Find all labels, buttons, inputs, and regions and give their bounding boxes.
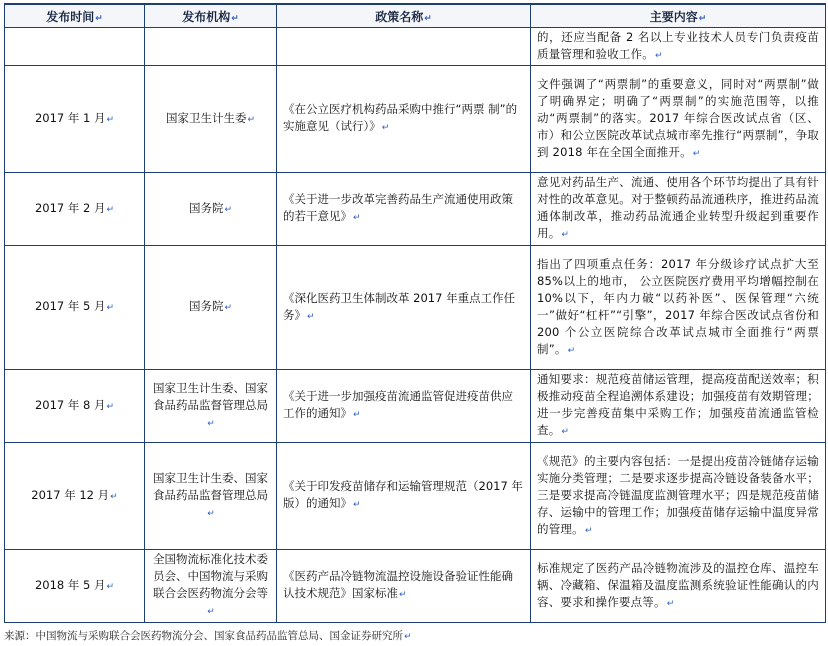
- table-row: [5, 173, 826, 246]
- cell-date: 2017 年 2 月↵: [5, 173, 145, 246]
- cell-date: 2017 年 12 月↵: [5, 443, 145, 550]
- header-title: 政策名称↵: [277, 4, 531, 28]
- table-row: [5, 28, 826, 66]
- policy-table: [4, 3, 826, 623]
- cell-content: 文件强调了“两票制”的重要意义，同时对“两票制”做了明确界定；明确了“两票制”的实施范围等，以推动“两票制”的落实。2017 年综合医改试点省（区、市）和公立医院改革试点城市率先推行“两票制”，争取到 2018 年在全国全面推开。↵: [531, 66, 826, 173]
- cell-org: 国务院↵: [145, 246, 277, 370]
- cell-date: 2017 年 8 月↵: [5, 370, 145, 443]
- cell-title: 《医药产品冷链物流温控设施设备验证性能确认技术规范》国家标准↵: [277, 550, 531, 623]
- cell-org: [145, 28, 277, 66]
- cell-content: 标准规定了医药产品冷链物流涉及的温控仓库、温控车辆、冷藏箱、保温箱及温度监测系统验证性能确认的内容、要求和操作要点等。↵: [531, 550, 826, 623]
- header-date: 发布时间↵: [5, 4, 145, 28]
- cell-title: 《关于进一步加强疫苗流通监管促进疫苗供应工作的通知》↵: [277, 370, 531, 443]
- source-note: 来源：中国物流与采购联合会医药物流分会、国家食品药品监管总局、国金证券研究所↵: [4, 630, 412, 642]
- cell-title: 《深化医药卫生体制改革 2017 年重点工作任务》↵: [277, 246, 531, 370]
- header-content: 主要内容↵: [531, 4, 826, 28]
- cell-content: 意见对药品生产、流通、使用各个环节均提出了具有针对性的改革意见。对于整顿药品流通秩序，推进药品流通体制改革，推动药品流通企业转型升级起到重要作用。↵: [531, 173, 826, 246]
- cell-org: 国家卫生计生委↵: [145, 66, 277, 173]
- cell-content: 的，还应当配备 2 名以上专业技术人员专门负责疫苗质量管理和验收工作。↵: [531, 28, 826, 66]
- cell-content: 指出了四项重点任务：2017 年分级诊疗试点扩大至 85%以上的地市， 公立医院医疗费用平均增幅控制在 10%以下，年内力破“以药补医”、医保管理“六统一”做好“杠杆”“引擎”，2017 年综合医改试点省份和 200 个公立医院综合改革试点城市全面推行“两票制”。↵: [531, 246, 826, 370]
- cell-date: 2018 年 5 月↵: [5, 550, 145, 623]
- cell-content: 通知要求：规范疫苗储运管理，提高疫苗配送效率；积极推动疫苗全程追溯体系建设；加强疫苗有效期管理；进一步完善疫苗集中采购工作；加强疫苗流通监管检查。↵: [531, 370, 826, 443]
- table-header-row: [5, 4, 826, 28]
- cell-date: [5, 28, 145, 66]
- cell-date: 2017 年 1 月↵: [5, 66, 145, 173]
- table-row: [5, 550, 826, 623]
- cell-org: 全国物流标准化技术委员会、中国物流与采购联合会医药物流分会等↵: [145, 550, 277, 623]
- cell-org: 国家卫生计生委、国家食品药品监督管理总局↵: [145, 443, 277, 550]
- cell-title: 《关于进一步改革完善药品生产流通使用政策的若干意见》↵: [277, 173, 531, 246]
- cell-org: 国家卫生计生委、国家食品药品监督管理总局↵: [145, 370, 277, 443]
- cell-org: 国务院↵: [145, 173, 277, 246]
- header-org: 发布机构↵: [145, 4, 277, 28]
- cell-date: 2017 年 5 月↵: [5, 246, 145, 370]
- table-row: [5, 443, 826, 550]
- cell-title: [277, 28, 531, 66]
- cell-title: 《关于印发疫苗储存和运输管理规范（2017 年版）的通知》↵: [277, 443, 531, 550]
- table-row: [5, 246, 826, 370]
- cell-title: 《在公立医疗机构药品采购中推行“两票 制”的实施意见（试行）》↵: [277, 66, 531, 173]
- cell-content: 《规范》的主要内容包括：一是提出疫苗冷链储存运输实施分类管理；二是要求逐步提高冷链设备装备水平；三是要求提高冷链温度监测管理水平；四是规范疫苗储存、运输中的管理工作；加强疫苗储存运输中温度异常的管理。↵: [531, 443, 826, 550]
- table-row: [5, 66, 826, 173]
- table-row: [5, 370, 826, 443]
